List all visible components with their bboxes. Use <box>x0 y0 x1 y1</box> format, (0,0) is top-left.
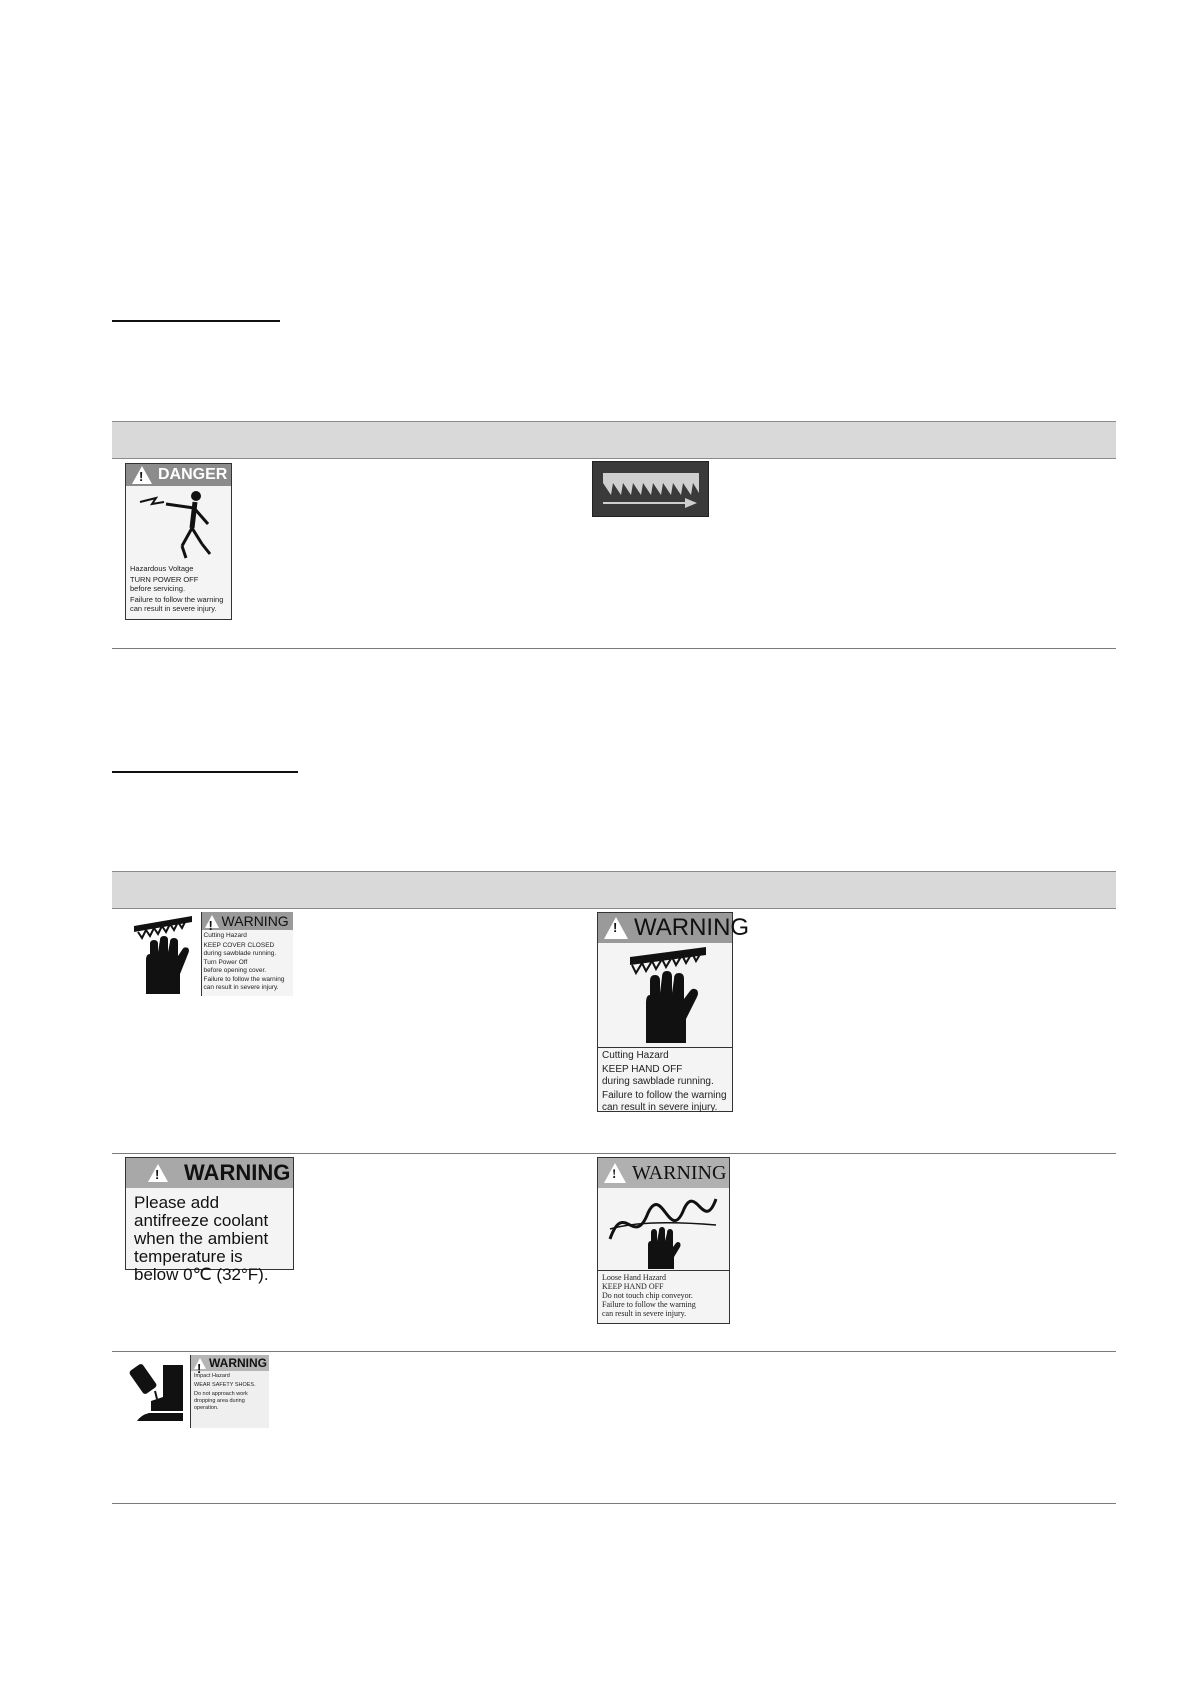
saw-blade-direction-icon <box>599 467 703 511</box>
warning-triangle-icon <box>205 915 219 928</box>
warning-impact-label <box>125 1355 269 1428</box>
label-header: WARNING <box>632 1161 727 1184</box>
consequence-line-2: can result in severe injury. <box>602 1102 718 1113</box>
instruction-main: KEEP HAND OFF <box>602 1282 664 1291</box>
consequence-line-2: can result in severe injury. <box>602 1309 687 1318</box>
table-1-bottom-rule <box>112 648 1116 649</box>
table-2-row-rule-1 <box>112 1153 1116 1154</box>
falling-object-foot-icon <box>127 1357 189 1427</box>
table-1-header <box>112 421 1116 459</box>
instruction-2-main: Turn Power Off <box>203 959 248 966</box>
consequence-line-1: Failure to follow the warning <box>602 1300 696 1309</box>
label-header: WARNING <box>209 1356 267 1370</box>
instruction-main: KEEP COVER CLOSED <box>203 942 275 949</box>
hazard-text: Cutting Hazard <box>203 932 247 939</box>
hazard-text: Impact Hazard <box>194 1373 230 1379</box>
table-2-bottom-rule <box>112 1503 1116 1504</box>
consequence-line-1: Failure to follow the warning <box>602 1090 727 1101</box>
instruction-sub: during sawblade running. <box>203 950 277 957</box>
instruction-main: KEEP HAND OFF <box>602 1064 683 1075</box>
label-header: WARNING <box>221 913 289 929</box>
warning-hand-label <box>597 912 750 1113</box>
instruction-main: TURN POWER OFF <box>130 575 199 584</box>
warning-triangle-icon <box>604 1163 626 1183</box>
hazard-text: Hazardous Voltage <box>130 564 194 573</box>
warning-coolant-label <box>125 1157 294 1284</box>
instruction-main: WEAR SAFETY SHOES. <box>194 1382 256 1388</box>
section-1-heading-underline <box>112 320 280 322</box>
section-2-heading-underline <box>112 771 298 773</box>
instruction-2-sub: before opening cover. <box>203 967 267 974</box>
label-header: DANGER <box>158 466 228 483</box>
coolant-message: Please add antifreeze coolant when the ambient temperature is below 0℃ (32°F). <box>134 1193 269 1284</box>
instruction-sub: Do not approach work dropping area during operation. <box>194 1391 248 1411</box>
chip-conveyor-hand-icon <box>604 1189 724 1269</box>
warning-triangle-icon <box>194 1358 206 1369</box>
consequence-line-1: Failure to follow the warning <box>203 976 285 983</box>
cutting-hand-icon <box>620 945 710 1045</box>
instruction-sub: during sawblade running. <box>602 1076 714 1087</box>
consequence-line-1: Failure to follow the warning <box>130 595 224 604</box>
blade-direction-label <box>592 461 709 517</box>
table-2-header <box>112 871 1116 909</box>
consequence-line-2: can result in severe injury. <box>203 984 279 991</box>
consequence-line-2: can result in severe injury. <box>130 604 217 613</box>
label-header: WARNING <box>634 914 750 941</box>
warning-cover-label <box>125 912 293 996</box>
instruction-sub: before servicing. <box>130 584 186 593</box>
hazard-text: Loose Hand Hazard <box>602 1273 666 1282</box>
hazard-text: Cutting Hazard <box>602 1050 669 1061</box>
instruction-sub: Do not touch chip conveyor. <box>602 1291 693 1300</box>
danger-voltage-label <box>125 463 232 620</box>
warning-conveyor-label <box>597 1157 730 1324</box>
label-header: WARNING <box>184 1160 291 1185</box>
warning-triangle-icon <box>132 466 152 484</box>
warning-triangle-icon <box>148 1164 168 1182</box>
table-2-row-rule-2 <box>112 1351 1116 1352</box>
electrocution-icon <box>134 488 224 560</box>
warning-triangle-icon <box>604 917 628 939</box>
cutting-hand-icon <box>128 914 198 994</box>
